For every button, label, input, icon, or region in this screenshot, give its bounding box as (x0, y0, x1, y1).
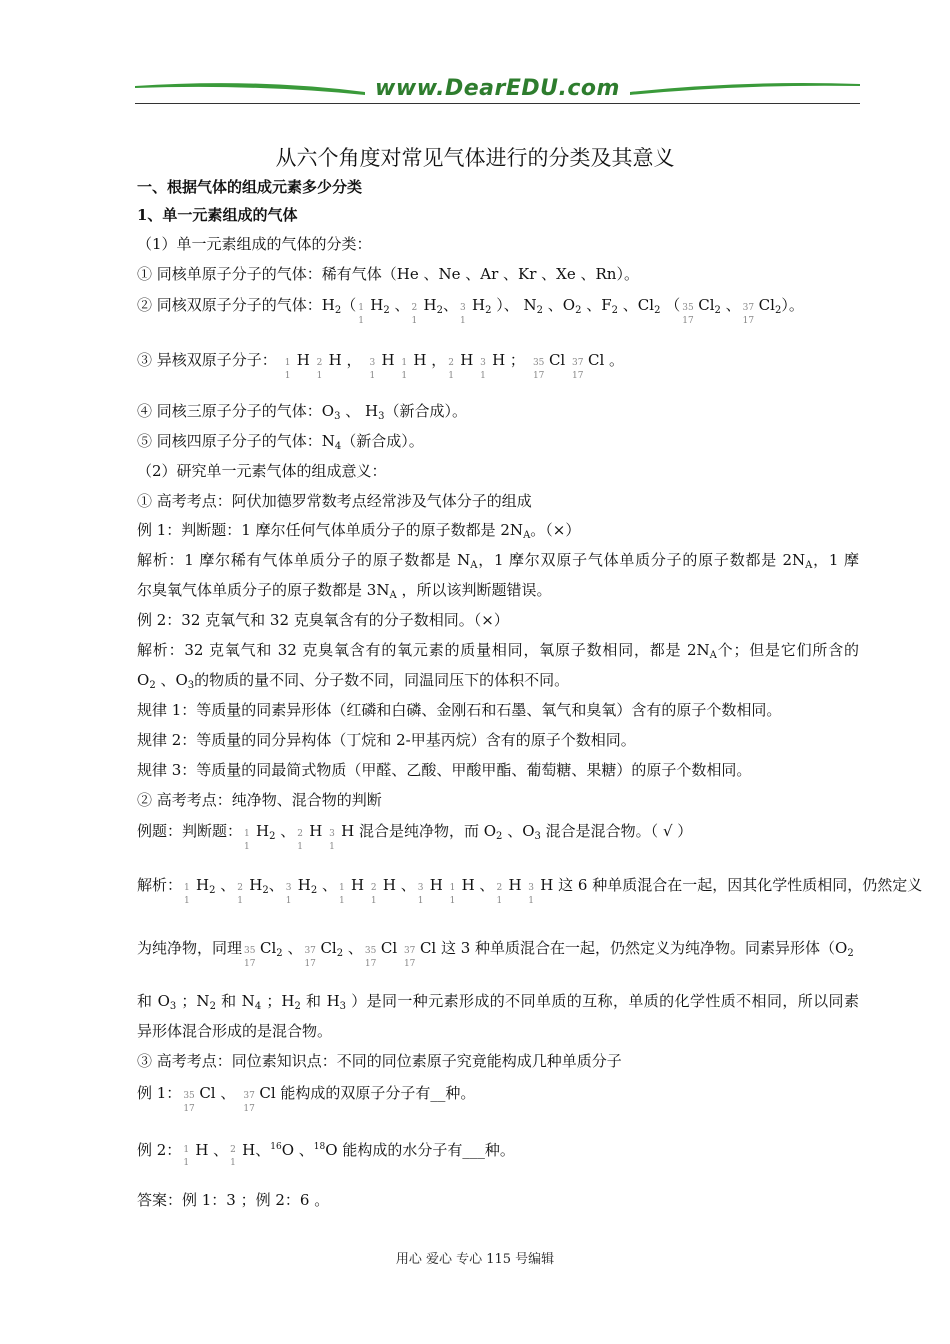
paragraph: （2）研究单一元素气体的组成意义： (137, 462, 387, 480)
paragraph: ④ 同核三原子分子的气体：$O_3$ 、 $H_3$（新合成）。 (137, 402, 467, 422)
example: 例 1：判断题：1 摩尔任何气体单质分子的原子数都是 $2N_A$。（×） (137, 521, 581, 541)
section-heading: 一、根据气体的组成元素多少分类 (137, 178, 363, 196)
paragraph-homonuclear-diatomic: ② 同核双原子分子的气体：$H_2$（ 1 1 $H_2$ 、 2 1 $H_2$、 3 1 $H_2$ ）、 $N_2$ 、$O_2$ 、$F_2$ 、$Cl_2$ （ 35 17 $Cl_2$ 、 37 17 $Cl_2$）。 (137, 296, 804, 326)
header-rule (135, 103, 860, 104)
paragraph-heteronuclear-diatomic: ③ 异核双原子分子： 1 1 H 2 1 H ， 3 1 H 1 1 H ， 2 1 H 3 1 H ； 35 17 Cl 37 17 Cl 。 (137, 351, 625, 381)
paragraph: ③ 高考考点：同位素知识点：不同的同位素原子究竟能构成几种单质分子 (137, 1052, 622, 1070)
analysis: 解析：1 摩尔稀有气体单质分子的原子数都是 $N_A$，1 摩尔双原子气体单质分子的原子数都是 $2N_A$，1 摩 (137, 551, 860, 571)
example: 例题：判断题： 1 1 $H_2$ 、 2 1 H 3 1 H 混合是纯净物，而 $O_2$ 、$O_3$ 混合是混合物。（ √ ） (137, 822, 693, 852)
site-header (135, 76, 860, 106)
example: 例 1： 35 17 Cl 、 37 17 Cl 能构成的双原子分子有__种。 (137, 1084, 476, 1114)
answer: 答案：例 1：3 ；例 2：6 。 (137, 1191, 330, 1209)
paragraph: ① 高考考点：阿伏加德罗常数考点经常涉及气体分子的组成 (137, 492, 532, 510)
subsection-heading: 1、单一元素组成的气体 (137, 206, 298, 224)
page-title: 从六个角度对常见气体进行的分类及其意义 (275, 146, 675, 170)
isotope-label: 1 1 (358, 303, 364, 326)
paragraph: ⑤ 同核四原子分子的气体：$N_4$（新合成）。 (137, 432, 424, 452)
paragraph: ① 同核单原子分子的气体：稀有气体（He 、Ne 、Ar 、Kr 、Xe 、Rn）。 (137, 265, 639, 283)
analysis: $O_2$ 、$O_3$的物质的量不同、分子数不同，同温同压下的体积不同。 (137, 671, 570, 691)
analysis: 解析： 1 1 $H_2$ 、 2 1 $H_2$、 3 1 $H_2$ 、 1 1 H 2 1 H 、 3 1 H 1 1 H 、 2 1 H 3 1 H 这 6 种单质混合在一起，因其化学性质相同，仍然定义 (137, 876, 923, 906)
rule-text: 规律 3：等质量的同最简式物质（甲醛、乙酸、甲酸甲酯、葡萄糖、果糖）的原子个数相同。 (137, 761, 752, 779)
analysis: 为纯净物，同理 35 17 $Cl_2$ 、 37 17 $Cl_2$ 、 35 17 Cl 37 17 Cl 这 3 种单质混合在一起，仍然定义为纯净物。同素异形体（$O_2$ (137, 939, 854, 969)
paragraph: （1）单一元素组成的气体的分类： (137, 235, 372, 253)
rule-text: 规律 1：等质量的同素异形体（红磷和白磷、金刚石和石墨、氧气和臭氧）含有的原子个数相同。 (137, 701, 782, 719)
analysis: 解析：32 克氧气和 32 克臭氧含有的氧元素的质量相同，氧原子数相同，都是 $2N_A$个；但是它们所含的 (137, 641, 859, 661)
analysis: 尔臭氧气体单质分子的原子数都是 $3N_A$ ，所以该判断题错误。 (137, 581, 552, 601)
paragraph: ② 高考考点：纯净物、混合物的判断 (137, 791, 382, 809)
isotope-label: 3 1 (459, 303, 466, 326)
isotope-label: 2 1 (411, 303, 418, 326)
rule-text: 规律 2：等质量的同分异构体（丁烷和 2-甲基丙烷）含有的原子个数相同。 (137, 731, 636, 749)
site-logo[interactable]: www.DearEDU.com (375, 76, 620, 101)
page-footer: 用心 爱心 专心 115 号编辑 (395, 1252, 555, 1267)
analysis: 和 $O_3$ ；$N_2$ 和 $N_4$ ；$H_2$ 和 $H_3$ ）是同一种元素形成的不同单质的互称，单质的化学性质不相同，所以同素 (137, 992, 859, 1012)
example: 例 2： 1 1 H 、 2 1 H、$^{16}$O 、$^{18}$O 能构成的水分子有___种。 (137, 1141, 515, 1168)
example: 例 2：32 克氧气和 32 克臭氧含有的分子数相同。（×） (137, 611, 509, 629)
analysis: 异形体混合形成的是混合物。 (137, 1022, 333, 1040)
